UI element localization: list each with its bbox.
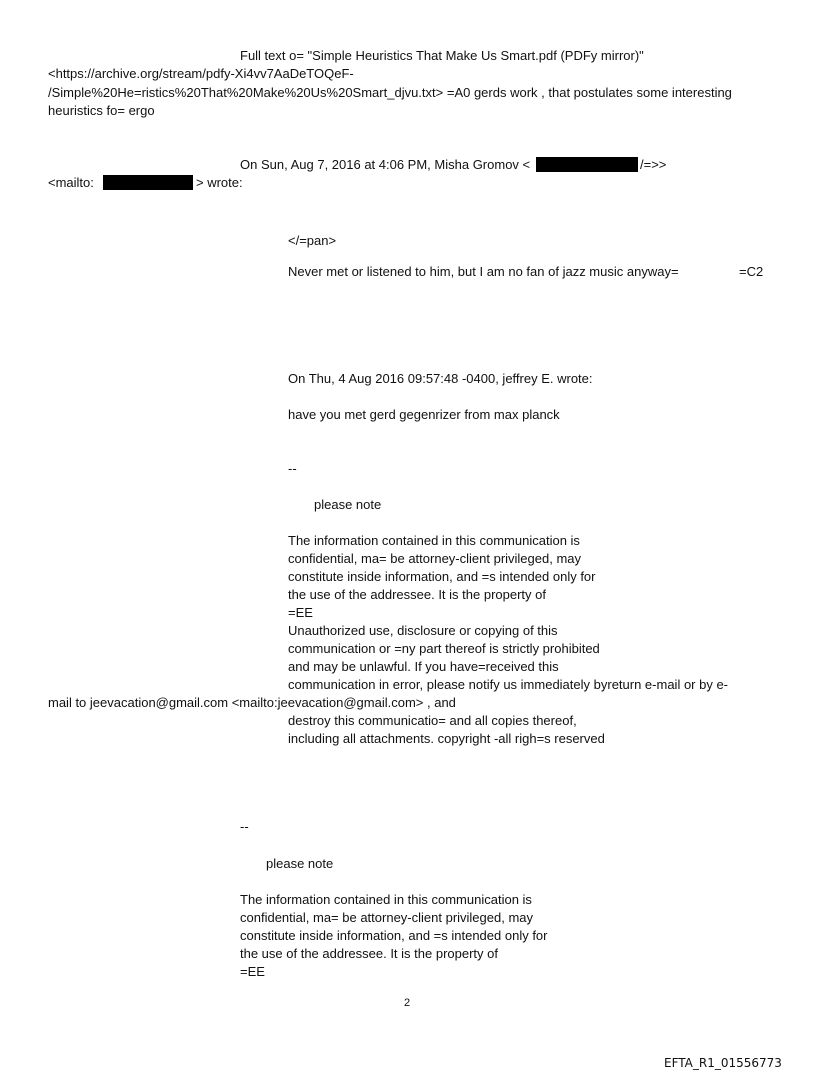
reply-header-suffix: /=>> (640, 157, 667, 172)
disclaimer-line: The information contained in this communication is (288, 533, 580, 548)
disclaimer-line: =EE (288, 605, 313, 620)
disclaimer-line: destroy this communicatio= and all copies thereof, (288, 713, 577, 728)
document-id: EFTA_R1_01556773 (664, 1056, 782, 1070)
please-note-label: please note (266, 856, 334, 871)
disclaimer-line: the use of the addressee. It is the property of (288, 587, 546, 602)
disclaimer-line: confidential, ma= be attorney-client privileged, may (240, 910, 534, 925)
redaction-bar (536, 157, 638, 172)
header-fulltext-line: Full text o= "Simple Heuristics That Make Us Smart.pdf (PDFy mirror)" (240, 48, 644, 63)
disclaimer-mail-line: mail to jeevacation@gmail.com <mailto:jeevacation@gmail.com> , and (48, 695, 456, 710)
pan-tag-text: </=pan> (288, 233, 337, 248)
header-url-continuation: /Simple%20He=ristics%20That%20Make%20Us%20Smart_djvu.txt> =A0 gerds work , that postulates some interesting (48, 85, 732, 100)
encoding-code: =C2 (739, 264, 764, 279)
disclaimer-line: The information contained in this communication is (240, 892, 532, 907)
signature-dashes: -- (288, 461, 297, 476)
please-note-label: please note (314, 497, 382, 512)
disclaimer-line: the use of the addressee. It is the property of (240, 946, 498, 961)
mailto-wrote: > wrote: (196, 175, 243, 190)
disclaimer-line: =EE (240, 964, 265, 979)
signature-dashes: -- (240, 819, 249, 834)
disclaimer-line: Unauthorized use, disclosure or copying of this (288, 623, 558, 638)
header-heuristics-line: heuristics fo= ergo (48, 103, 155, 118)
jeffrey-question: have you met gerd gegenrizer from max planck (288, 407, 560, 422)
reply-header-text: On Sun, Aug 7, 2016 at 4:06 PM, Misha Gromov < (240, 157, 531, 172)
page-number: 2 (404, 997, 411, 1009)
disclaimer-line: including all attachments. copyright -all righ=s reserved (288, 731, 605, 746)
header-url-line: <https://archive.org/stream/pdfy-Xi4vv7AaDeTOQeF- (48, 66, 354, 81)
disclaimer-line: communication in error, please notify us immediately byreturn e-mail or by e- (288, 677, 729, 692)
mailto-prefix: <mailto: (48, 175, 94, 190)
redaction-bar (103, 175, 193, 190)
misha-reply-text: Never met or listened to him, but I am no fan of jazz music anyway= (288, 264, 679, 279)
disclaimer-line: communication or =ny part thereof is strictly prohibited (288, 641, 600, 656)
jeffrey-header: On Thu, 4 Aug 2016 09:57:48 -0400, jeffrey E. wrote: (288, 371, 593, 386)
disclaimer-line: and may be unlawful. If you have=received this (288, 659, 559, 674)
disclaimer-line: constitute inside information, and =s intended only for (288, 569, 596, 584)
disclaimer-line: constitute inside information, and =s intended only for (240, 928, 548, 943)
disclaimer-line: confidential, ma= be attorney-client privileged, may (288, 551, 582, 566)
